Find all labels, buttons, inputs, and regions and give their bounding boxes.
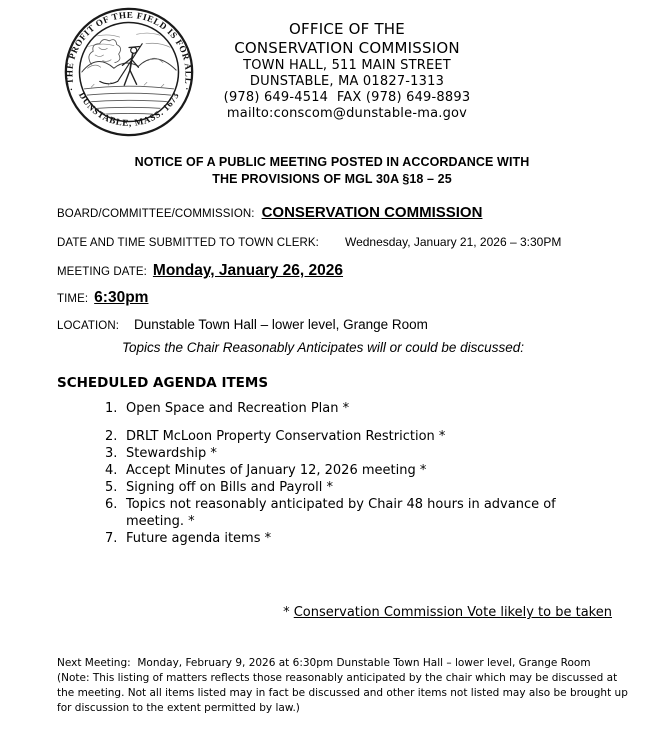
vote-asterisk: * <box>283 605 294 620</box>
address-line-2: DUNSTABLE, MA 01827-1313 <box>249 74 445 89</box>
office-line-1: OFFICE OF THE <box>289 20 405 38</box>
vote-note-text: Conservation Commission Vote likely to be taken <box>293 605 612 620</box>
agenda-item-text: Signing off on Bills and Payroll * <box>126 480 333 495</box>
document-header <box>0 0 664 140</box>
location-row <box>57 316 612 334</box>
public-meeting-notice-title <box>0 154 664 188</box>
meeting-date-label: MEETING DATE: <box>57 266 147 278</box>
agenda-item-3 <box>105 445 612 462</box>
agenda-item-number: 5. <box>105 480 118 495</box>
agenda-item-number: 2. <box>105 429 118 444</box>
seal-farmer-scene <box>82 33 176 114</box>
seal-top-text: · THE PROFIT OF THE FIELD IS FOR ALL · <box>64 9 194 93</box>
agenda-item-number: 6. <box>105 497 118 512</box>
office-line-2: CONSERVATION COMMISSION <box>234 39 460 57</box>
agenda-item-text: Stewardship * <box>126 446 217 461</box>
agenda-item-2 <box>105 428 612 445</box>
agenda-item-number: 4. <box>105 463 118 478</box>
vote-likely-note <box>57 605 612 620</box>
agenda-item-number: 1. <box>105 401 118 416</box>
address-line-1: TOWN HALL, 511 MAIN STREET <box>243 58 451 73</box>
town-seal-icon <box>61 6 197 138</box>
email-line: mailto:conscom@dunstable-ma.gov <box>226 106 468 121</box>
agenda-list <box>57 400 612 547</box>
location-value: Dunstable Town Hall – lower level, Grange Room <box>134 317 428 332</box>
board-row <box>57 204 612 222</box>
board-value: CONSERVATION COMMISSION <box>261 204 483 221</box>
agenda-item-text: Topics not reasonably anticipated by Chair 48 hours in advance of meeting. * <box>126 497 556 529</box>
submitted-label: DATE AND TIME SUBMITTED TO TOWN CLERK: <box>57 237 319 249</box>
notice-line-1: NOTICE OF A PUBLIC MEETING POSTED IN ACCORDANCE WITH <box>134 155 530 169</box>
board-label: BOARD/COMMITTEE/COMMISSION: <box>57 208 255 220</box>
next-meeting-line: Next Meeting: Monday, February 9, 2026 at 6:30pm Dunstable Town Hall – lower level, Grange Room <box>57 657 591 669</box>
notice-body <box>57 204 628 716</box>
meeting-date-row <box>57 262 612 280</box>
agenda-item-number: 3. <box>105 446 118 461</box>
agenda-item-text: Future agenda items * <box>126 531 272 546</box>
phone-fax-line: (978) 649-4514 FAX (978) 649-8893 <box>223 90 471 105</box>
location-label: LOCATION: <box>57 320 120 332</box>
agenda-heading: SCHEDULED AGENDA ITEMS <box>57 375 269 391</box>
agenda-item-5 <box>105 479 612 496</box>
agenda-item-text: DRLT McLoon Property Conservation Restriction * <box>126 429 446 444</box>
agenda-item-number: 7. <box>105 531 118 546</box>
agenda-item-text: Open Space and Recreation Plan * <box>126 401 350 416</box>
time-label: TIME: <box>57 293 89 305</box>
agenda-item-7 <box>105 530 612 547</box>
chair-note-paragraph: (Note: This listing of matters reflects those reasonably anticipated by the chair which may be discussed at the meeting. Not all items listed may in fact be discussed and other items not listed may also be brought up for discussion to the extent permitted by law.) <box>57 672 628 714</box>
notice-line-2: THE PROVISIONS OF MGL 30A §18 – 25 <box>212 172 452 186</box>
time-row <box>57 289 612 307</box>
footer-block <box>57 656 632 716</box>
time-value: 6:30pm <box>94 289 149 306</box>
agenda-item-1 <box>105 400 612 417</box>
topics-anticipated-line: Topics the Chair Reasonably Anticipates will or could be discussed: <box>122 340 524 355</box>
submitted-row <box>57 233 612 251</box>
agenda-item-6 <box>105 496 612 530</box>
seal-bottom-text: DUNSTABLE, MASS. 1673 <box>76 90 182 129</box>
meeting-date-value: Monday, January 26, 2026 <box>152 262 344 279</box>
submitted-value: Wednesday, January 21, 2026 – 3:30PM <box>344 235 562 249</box>
agenda-item-4 <box>105 462 612 479</box>
agenda-item-text: Accept Minutes of January 12, 2026 meeting * <box>126 463 427 478</box>
